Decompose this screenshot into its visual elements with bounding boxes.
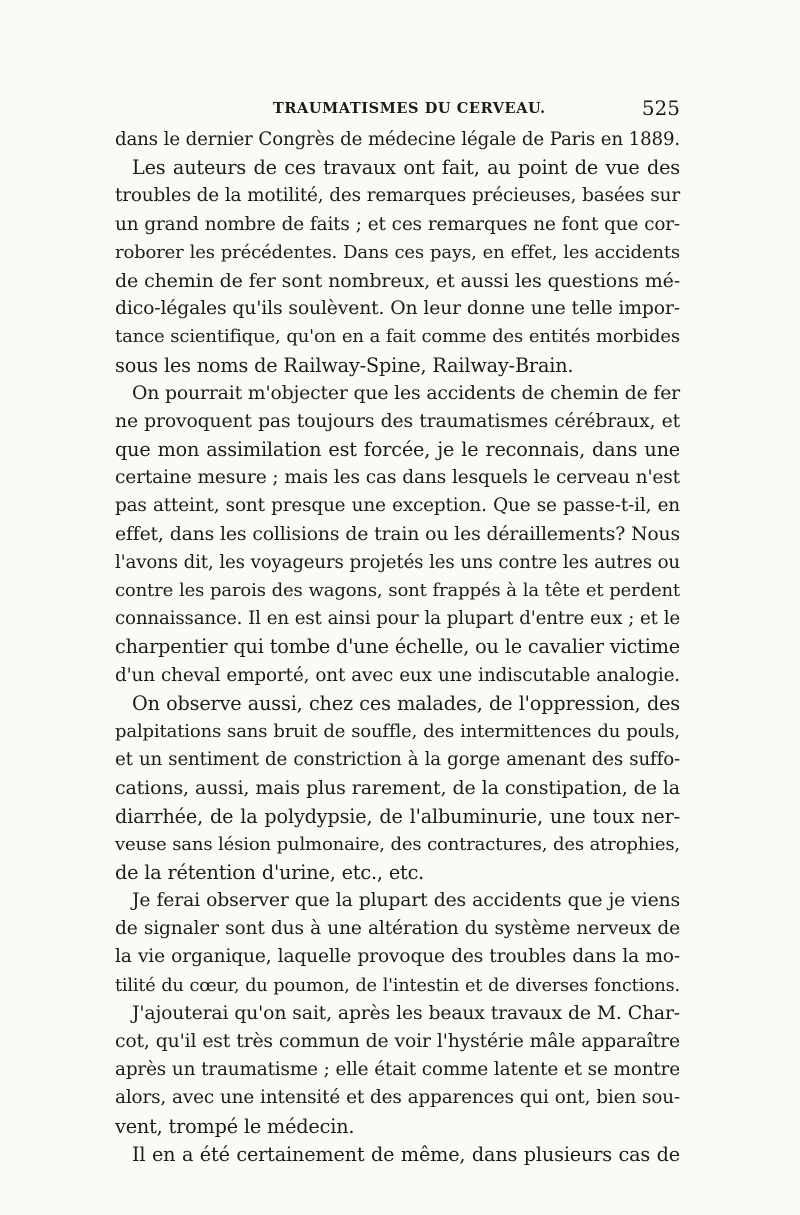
text-line: contre les parois des wagons, sont frappés à la tête et perdent bbox=[115, 580, 680, 601]
text-line: troubles de la motilité, des remarques précieuses, basées sur bbox=[115, 185, 680, 207]
text-line: tance scientifique, qu'on en a fait comme des entités morbides bbox=[115, 326, 680, 348]
text-line: l'avons dit, les voyageurs projetés les uns contre les autres ou bbox=[115, 551, 680, 573]
text-line: roborer les précédentes. Dans ces pays, en effet, les accidents bbox=[115, 241, 680, 263]
text-line: vent, trompé le médecin. bbox=[115, 1114, 355, 1138]
text-line: effet, dans les collisions de train ou les déraillements? Nous bbox=[115, 523, 680, 545]
text-line: diarrhée, de la polydypsie, de l'albuminurie, une toux ner- bbox=[115, 804, 680, 828]
text-line: veuse sans lésion pulmonaire, des contractures, des atrophies, bbox=[115, 833, 680, 855]
text-line: après un traumatisme ; elle était comme latente et se montre bbox=[115, 1059, 680, 1081]
text-line: charpentier qui tombe d'une échelle, ou le cavalier victime bbox=[115, 635, 680, 659]
running-title: TRAUMATISMES DU CERVEAU. bbox=[273, 100, 546, 117]
text-line: d'un cheval emporté, ont avec eux une indiscutable analogie. bbox=[115, 664, 680, 686]
text-line: connaissance. Il en est ainsi pour la plupart d'entre eux ; et le bbox=[115, 608, 680, 630]
text-line: J'ajouterai qu'on sait, après les beaux travaux de M. Char- bbox=[132, 1002, 680, 1024]
text-line: de la rétention d'urine, etc., etc. bbox=[115, 860, 425, 884]
text-line: de chemin de fer sont nombreux, et aussi les questions mé- bbox=[115, 269, 680, 292]
text-line: cations, aussi, mais plus rarement, de la constipation, de la bbox=[115, 777, 680, 800]
text-line: On pourrait m'objecter que les accidents de chemin de fer bbox=[132, 382, 680, 404]
text-line: On observe aussi, chez ces malades, de l'oppression, des bbox=[132, 691, 680, 715]
text-line: un grand nombre de faits ; et ces remarques ne font que cor- bbox=[115, 213, 680, 235]
text-line: alors, avec une intensité et des apparences qui ont, bien sou- bbox=[115, 1087, 680, 1109]
text-line: Il en a été certainement de même, dans plusieurs cas de bbox=[132, 1142, 680, 1166]
text-line: palpitations sans bruit de souffle, des intermittences du pouls, bbox=[115, 720, 680, 742]
page-number: 525 bbox=[641, 96, 680, 120]
text-line: sous les noms de Railway-Spine, Railway-Brain. bbox=[115, 353, 574, 377]
text-line: pas atteint, sont presque une exception. Que se passe-t-il, en bbox=[115, 495, 680, 517]
text-line: Les auteurs de ces travaux ont fait, au point de vue des bbox=[132, 156, 680, 180]
text-line: cot, qu'il est très commun de voir l'hystérie mâle apparaître bbox=[115, 1031, 680, 1052]
text-line: la vie organique, laquelle provoque des troubles dans la mo- bbox=[115, 946, 680, 968]
text-line: tilité du cœur, du poumon, de l'intestin et de diverses fonctions. bbox=[115, 975, 680, 996]
text-line: que mon assimilation est forcée, je le reconnais, dans une bbox=[115, 438, 680, 462]
text-line: et un sentiment de constriction à la gorge amenant des suffo- bbox=[115, 749, 680, 771]
text-line: certaine mesure ; mais les cas dans lesquels le cerveau n'est bbox=[115, 467, 680, 489]
text-line: dans le dernier Congrès de médecine légale de Paris en 1889. bbox=[115, 129, 680, 150]
text-line: de signaler sont dus à une altération du système nerveux de bbox=[115, 918, 680, 940]
body-text bbox=[115, 126, 680, 1169]
text-line: Je ferai observer que la plupart des accidents que je viens bbox=[132, 890, 680, 912]
text-line: ne provoquent pas toujours des traumatismes cérébraux, et bbox=[115, 410, 680, 432]
running-header bbox=[115, 96, 680, 124]
text-line: dico-légales qu'ils soulèvent. On leur donne une telle impor- bbox=[115, 298, 680, 320]
